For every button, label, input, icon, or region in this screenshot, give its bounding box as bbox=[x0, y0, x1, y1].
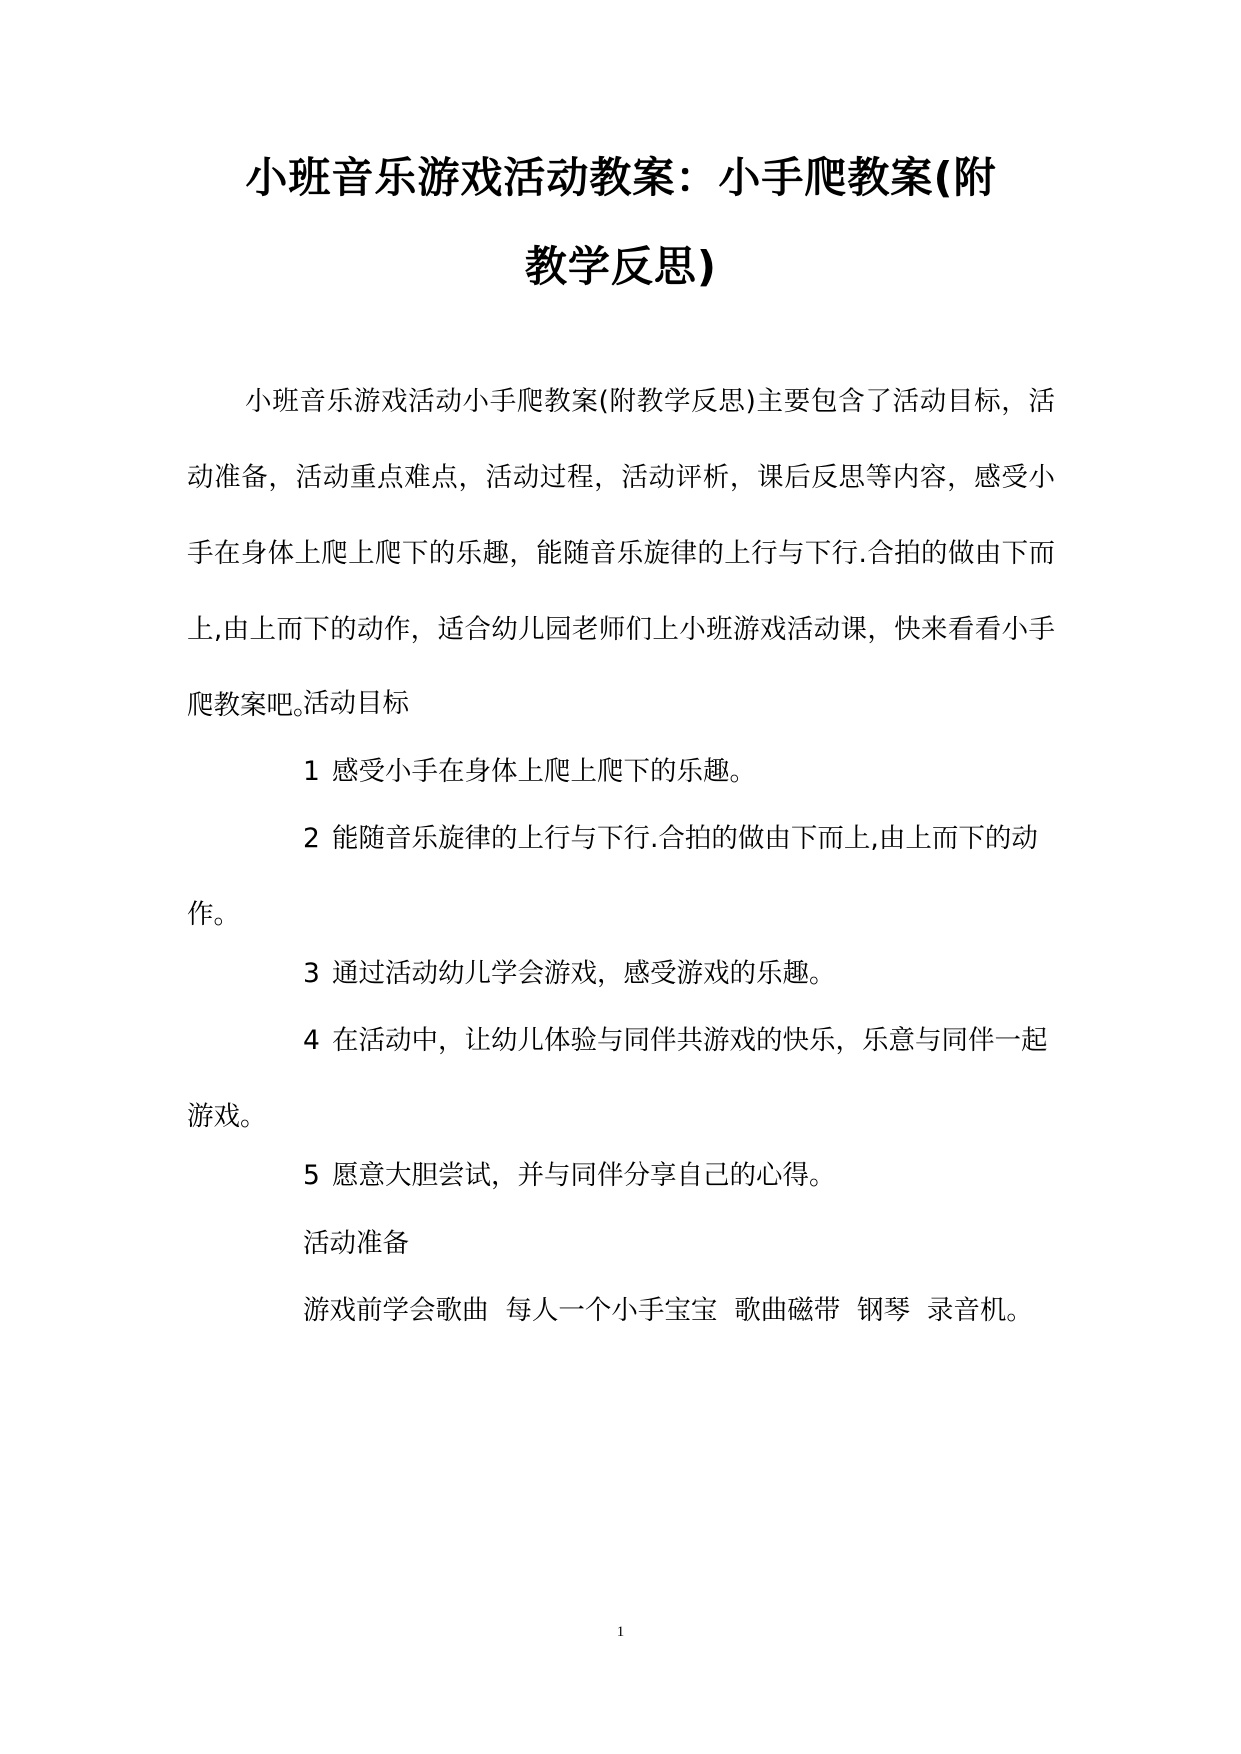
goal-item-3 bbox=[187, 936, 1055, 1012]
goal-item-5 bbox=[187, 1138, 1055, 1214]
page-number: 1 bbox=[616, 1624, 625, 1640]
document-title-line-1: 小班音乐游戏活动教案：小手爬教案(附 bbox=[245, 153, 997, 202]
goal-number: 4 bbox=[303, 1025, 320, 1056]
goal-text: 通过活动幼儿学会游戏，感受游戏的乐趣。 bbox=[332, 958, 836, 989]
document-title-line-2: 教学反思) bbox=[524, 242, 718, 291]
goal-text: 感受小手在身体上爬上爬下的乐趣。 bbox=[332, 756, 756, 787]
goal-text: 在活动中，让幼儿体验与同伴共游戏的快乐，乐意与同伴一起游戏。 bbox=[187, 1025, 1048, 1132]
section-heading-preparation: 活动准备 bbox=[303, 1228, 409, 1259]
goal-number: 3 bbox=[303, 958, 320, 989]
goal-text: 能随音乐旋律的上行与下行.合拍的做由下而上,由上而下的动作。 bbox=[187, 823, 1038, 930]
goal-number: 1 bbox=[303, 756, 320, 787]
goal-item-2 bbox=[187, 801, 1055, 953]
section-heading-goals: 活动目标 bbox=[303, 688, 409, 719]
intro-paragraph: 小班音乐游戏活动小手爬教案(附教学反思)主要包含了活动目标，活动准备，活动重点难点，活动过程，活动评析，课后反思等内容，感受小手在身体上爬上爬下的乐趣，能随音乐旋律的上行与下行.合拍的做由下而上,由上而下的动作，适合幼儿园老师们上小班游戏活动课，快来看看小手爬教案吧。 bbox=[187, 386, 1055, 721]
goal-number: 5 bbox=[303, 1160, 320, 1191]
goal-item-4 bbox=[187, 1003, 1055, 1155]
goal-number: 2 bbox=[303, 823, 320, 854]
preparation-paragraph: 游戏前学会歌曲 每人一个小手宝宝 歌曲磁带 钢琴 录音机。 bbox=[303, 1295, 1033, 1326]
goal-text: 愿意大胆尝试，并与同伴分享自己的心得。 bbox=[332, 1160, 836, 1191]
goal-item-1 bbox=[187, 734, 1055, 810]
